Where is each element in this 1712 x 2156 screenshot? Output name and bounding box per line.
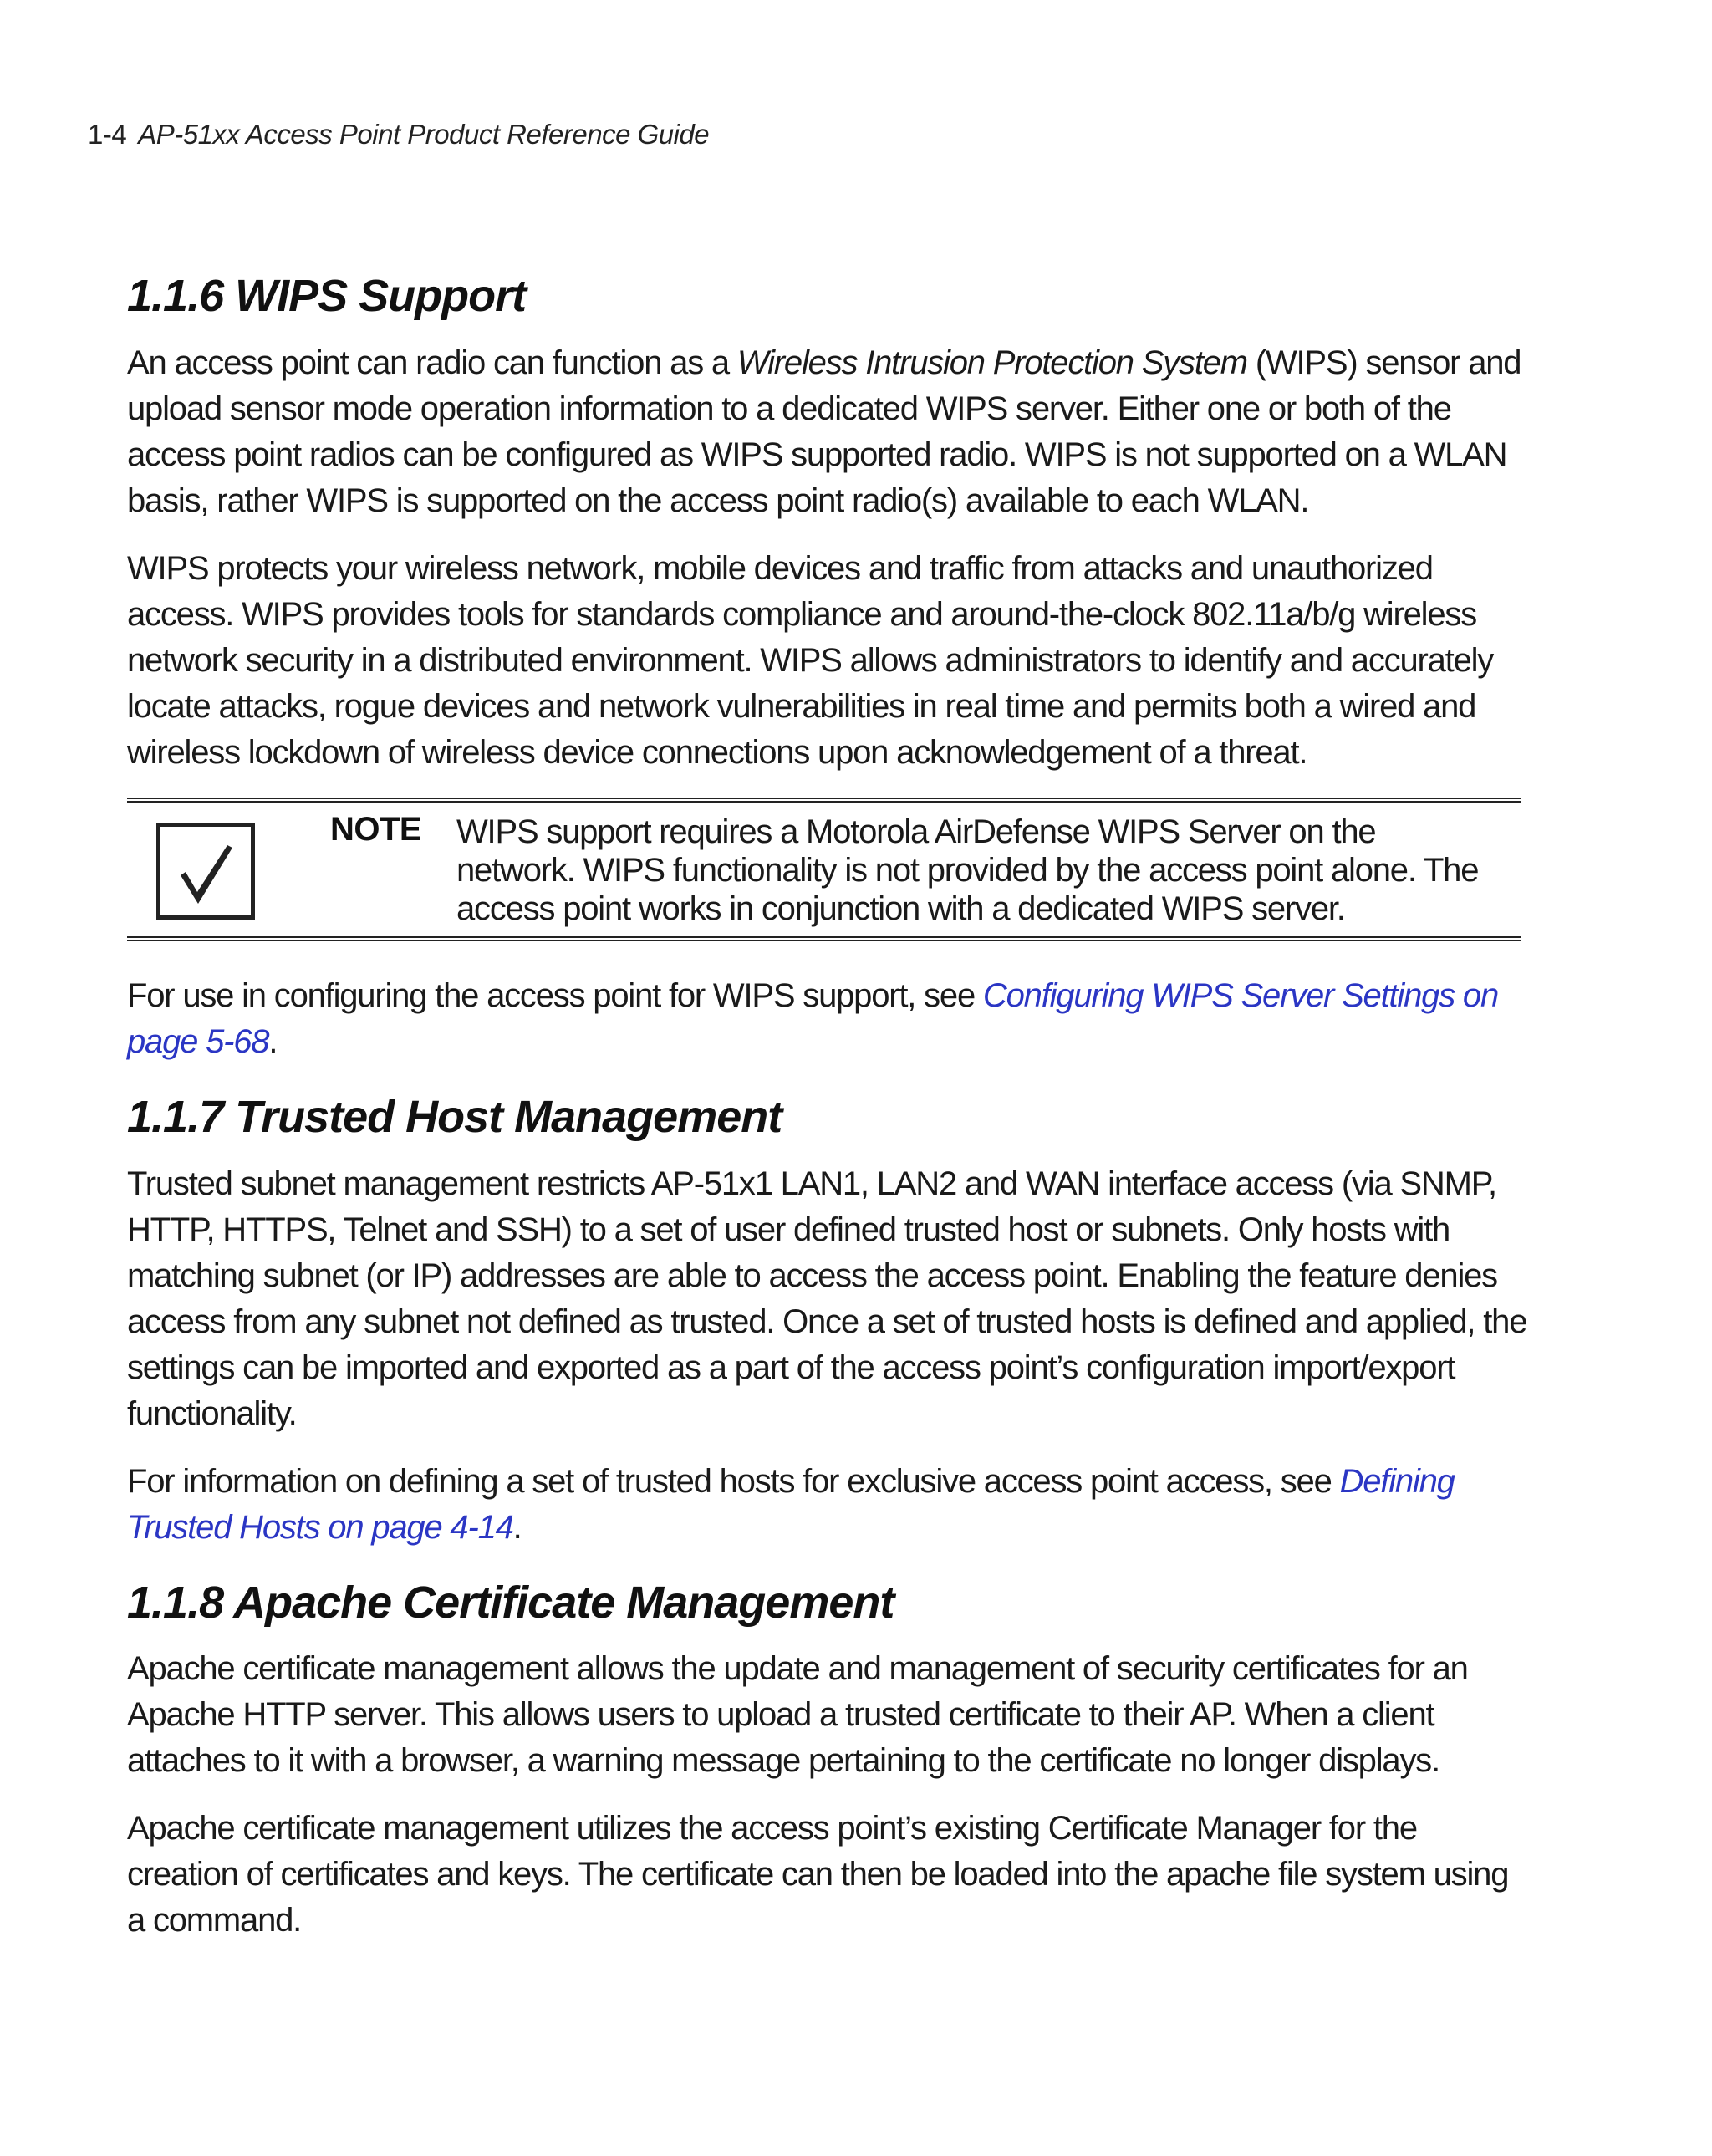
paragraph: Apache certificate management allows the update and management of security certificates for an Apache HTTP server. This allows users to upload a trusted certificate to their AP. When a client attaches to it with a browser, a warning message pertaining to the certificate no longer displays. [127, 1650, 1468, 1780]
cross-reference-link[interactable]: Configuring WIPS Server Settings on page 5-68 [127, 976, 1499, 1060]
text-run: (WIPS) sensor and upload sensor mode operation information to a dedicated WIPS server. Either one or both of the access point radios can be configured as WIPS supported radio. WIPS is not supported on a WLAN basis, rather WIPS is supported on the access point radio(s) available to each WLAN. [127, 344, 1521, 519]
paragraph [127, 1459, 1527, 1551]
page-number: 1-4 [88, 119, 127, 150]
text-run: . [268, 1022, 278, 1060]
checkmark-icon [156, 823, 255, 920]
section-title: 1.1.8 Apache Certificate Management [127, 1577, 894, 1628]
text-run: For use in configuring the access point for WIPS support, see [127, 976, 983, 1014]
paragraph: Trusted subnet management restricts AP-51x1 LAN1, LAN2 and WAN interface access (via SNMP, HTTP, HTTPS, Telnet and SSH) to a set of user defined trusted host or subnets. Only hosts with matching subnet (or IP) addresses are able to access the access point. Enabling the feature denies access from any subnet not defined as trusted. Once a set of trusted hosts is defined and applied, the settings can be imported and exported as a part of the access point’s configuration import/export functionality. [127, 1165, 1527, 1432]
note-text: WIPS support requires a Motorola AirDefense WIPS Server on the network. WIPS functionality is not provided by the access point alone. The access point works in conjunction with a dedicated WIPS server. [456, 813, 1479, 927]
checkmark-icon-glyph [160, 827, 251, 915]
paragraph: Apache certificate management utilizes the access point’s existing Certificate Manager for the creation of certificates and keys. The certificate can then be loaded into the apache file system using a command. [127, 1810, 1509, 1939]
text-run: . [512, 1508, 522, 1546]
text-run: An access point can radio can function as a [127, 344, 737, 381]
note-box [127, 798, 1521, 941]
paragraph [127, 340, 1527, 524]
paragraph: WIPS protects your wireless network, mobile devices and traffic from attacks and unauthorized access. WIPS provides tools for standards compliance and around-the-clock 802.11a/b/g wireless network security in a distributed environment. WIPS allows administrators to identify and accurately locate attacks, rogue devices and network vulnerabilities in real time and permits both a wired and wireless lockdown of wireless device connections upon acknowledgement of a threat. [127, 549, 1494, 771]
cross-reference-link[interactable]: Defining Trusted Hosts on page 4-14 [127, 1462, 1455, 1546]
section-wips-support [127, 269, 1527, 1065]
guide-title: AP-51xx Access Point Product Reference Guide [138, 119, 710, 150]
section-title: 1.1.7 Trusted Host Management [127, 1091, 782, 1142]
section-apache-certificate-management [127, 1576, 1527, 1944]
running-header [88, 119, 709, 150]
section-trusted-host-management [127, 1090, 1527, 1551]
section-title: 1.1.6 WIPS Support [127, 271, 527, 321]
text-run: For information on defining a set of trusted hosts for exclusive access point access, see [127, 1462, 1340, 1500]
note-label: NOTE [330, 810, 422, 848]
paragraph [127, 973, 1527, 1065]
emphasis-term: Wireless Intrusion Protection System [736, 344, 1247, 381]
main-content [127, 269, 1527, 1965]
